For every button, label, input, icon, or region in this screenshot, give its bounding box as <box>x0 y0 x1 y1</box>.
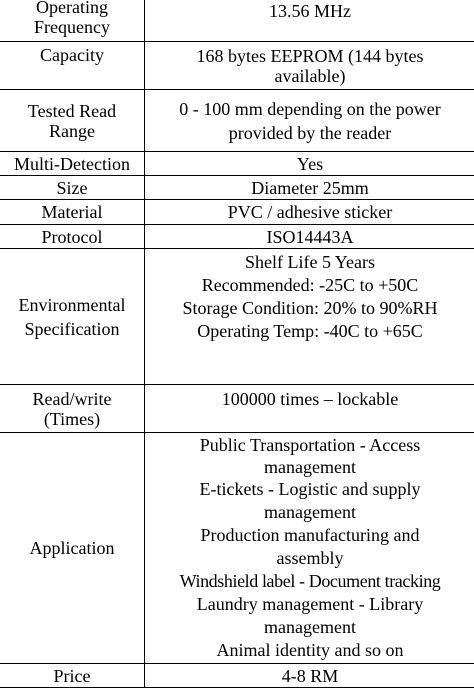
table-row-tested-read-range <box>0 90 474 152</box>
row-value <box>145 152 474 176</box>
label-line: Application <box>29 538 115 558</box>
label-line: (Times) <box>43 408 101 429</box>
row-value <box>145 433 474 664</box>
value-line: Production manufacturing and <box>200 525 420 545</box>
row-label <box>0 176 145 200</box>
table-row-read-write <box>0 385 474 433</box>
value-line: Shelf Life 5 Years <box>245 252 375 272</box>
value-line: Storage Condition: 20% to 90%RH <box>182 298 438 318</box>
value-line: management <box>264 502 356 522</box>
row-value <box>145 249 474 385</box>
row-value <box>145 200 474 225</box>
value-line: 4-8 RM <box>281 665 339 686</box>
row-label <box>0 42 145 90</box>
label-line: Specification <box>24 319 120 339</box>
table-row-capacity <box>0 42 474 90</box>
row-value <box>145 42 474 90</box>
table-row-application <box>0 433 474 664</box>
value-line: 0 - 100 mm depending on the power <box>179 98 441 119</box>
row-value <box>145 664 474 688</box>
value-line: management <box>264 617 356 637</box>
value-line: Diameter 25mm <box>251 177 369 198</box>
row-label <box>0 249 145 385</box>
value-line: Windshield label - Document tracking <box>179 571 441 591</box>
value-line: 100000 times – lockable <box>221 389 399 409</box>
value-line: Animal identity and so on <box>216 640 404 660</box>
label-line: Range <box>49 120 95 141</box>
value-line: Recommended: -25C to +50C <box>201 275 419 295</box>
table-row-multi-detection <box>0 152 474 176</box>
value-line: assembly <box>276 548 344 568</box>
label-line: Protocol <box>41 226 103 247</box>
row-value <box>145 0 474 42</box>
label-line: Size <box>56 177 88 198</box>
value-line: ISO14443A <box>266 226 354 247</box>
table-row-environmental-specification <box>0 249 474 385</box>
row-label <box>0 0 145 42</box>
value-line: 168 bytes EEPROM (144 bytes <box>196 45 424 66</box>
label-line: Environmental <box>18 295 126 315</box>
value-line: PVC / adhesive sticker <box>227 202 393 222</box>
label-line: Read/write <box>32 388 112 409</box>
row-value <box>145 385 474 433</box>
value-line: available) <box>274 65 346 86</box>
row-label <box>0 433 145 664</box>
row-value <box>145 176 474 200</box>
label-line: Material <box>41 202 103 222</box>
row-label <box>0 385 145 433</box>
table-row-operating-frequency <box>0 0 474 42</box>
label-line: Capacity <box>40 45 104 65</box>
label-line: Tested Read <box>27 100 117 121</box>
table-row-protocol <box>0 225 474 249</box>
row-label <box>0 152 145 176</box>
row-label <box>0 664 145 688</box>
row-label <box>0 200 145 225</box>
row-label <box>0 225 145 249</box>
table-row-material <box>0 200 474 225</box>
label-line: Price <box>53 665 91 686</box>
value-line: E-tickets - Logistic and supply <box>199 479 421 499</box>
label-line: Multi-Detection <box>14 153 130 174</box>
value-line: management <box>264 457 356 477</box>
value-line: Yes <box>296 153 324 174</box>
value-line: 13.56 MHz <box>269 1 351 21</box>
label-line: Frequency <box>34 17 110 37</box>
label-line: Operating <box>36 0 108 17</box>
value-line: provided by the reader <box>228 122 392 143</box>
row-value <box>145 225 474 249</box>
row-label <box>0 90 145 152</box>
table-row-size <box>0 176 474 200</box>
table-row-price <box>0 664 474 688</box>
value-line: Operating Temp: -40C to +65C <box>197 321 423 341</box>
value-line: Public Transportation - Access <box>199 435 421 455</box>
value-line: Laundry management - Library <box>196 594 424 614</box>
row-value <box>145 90 474 152</box>
